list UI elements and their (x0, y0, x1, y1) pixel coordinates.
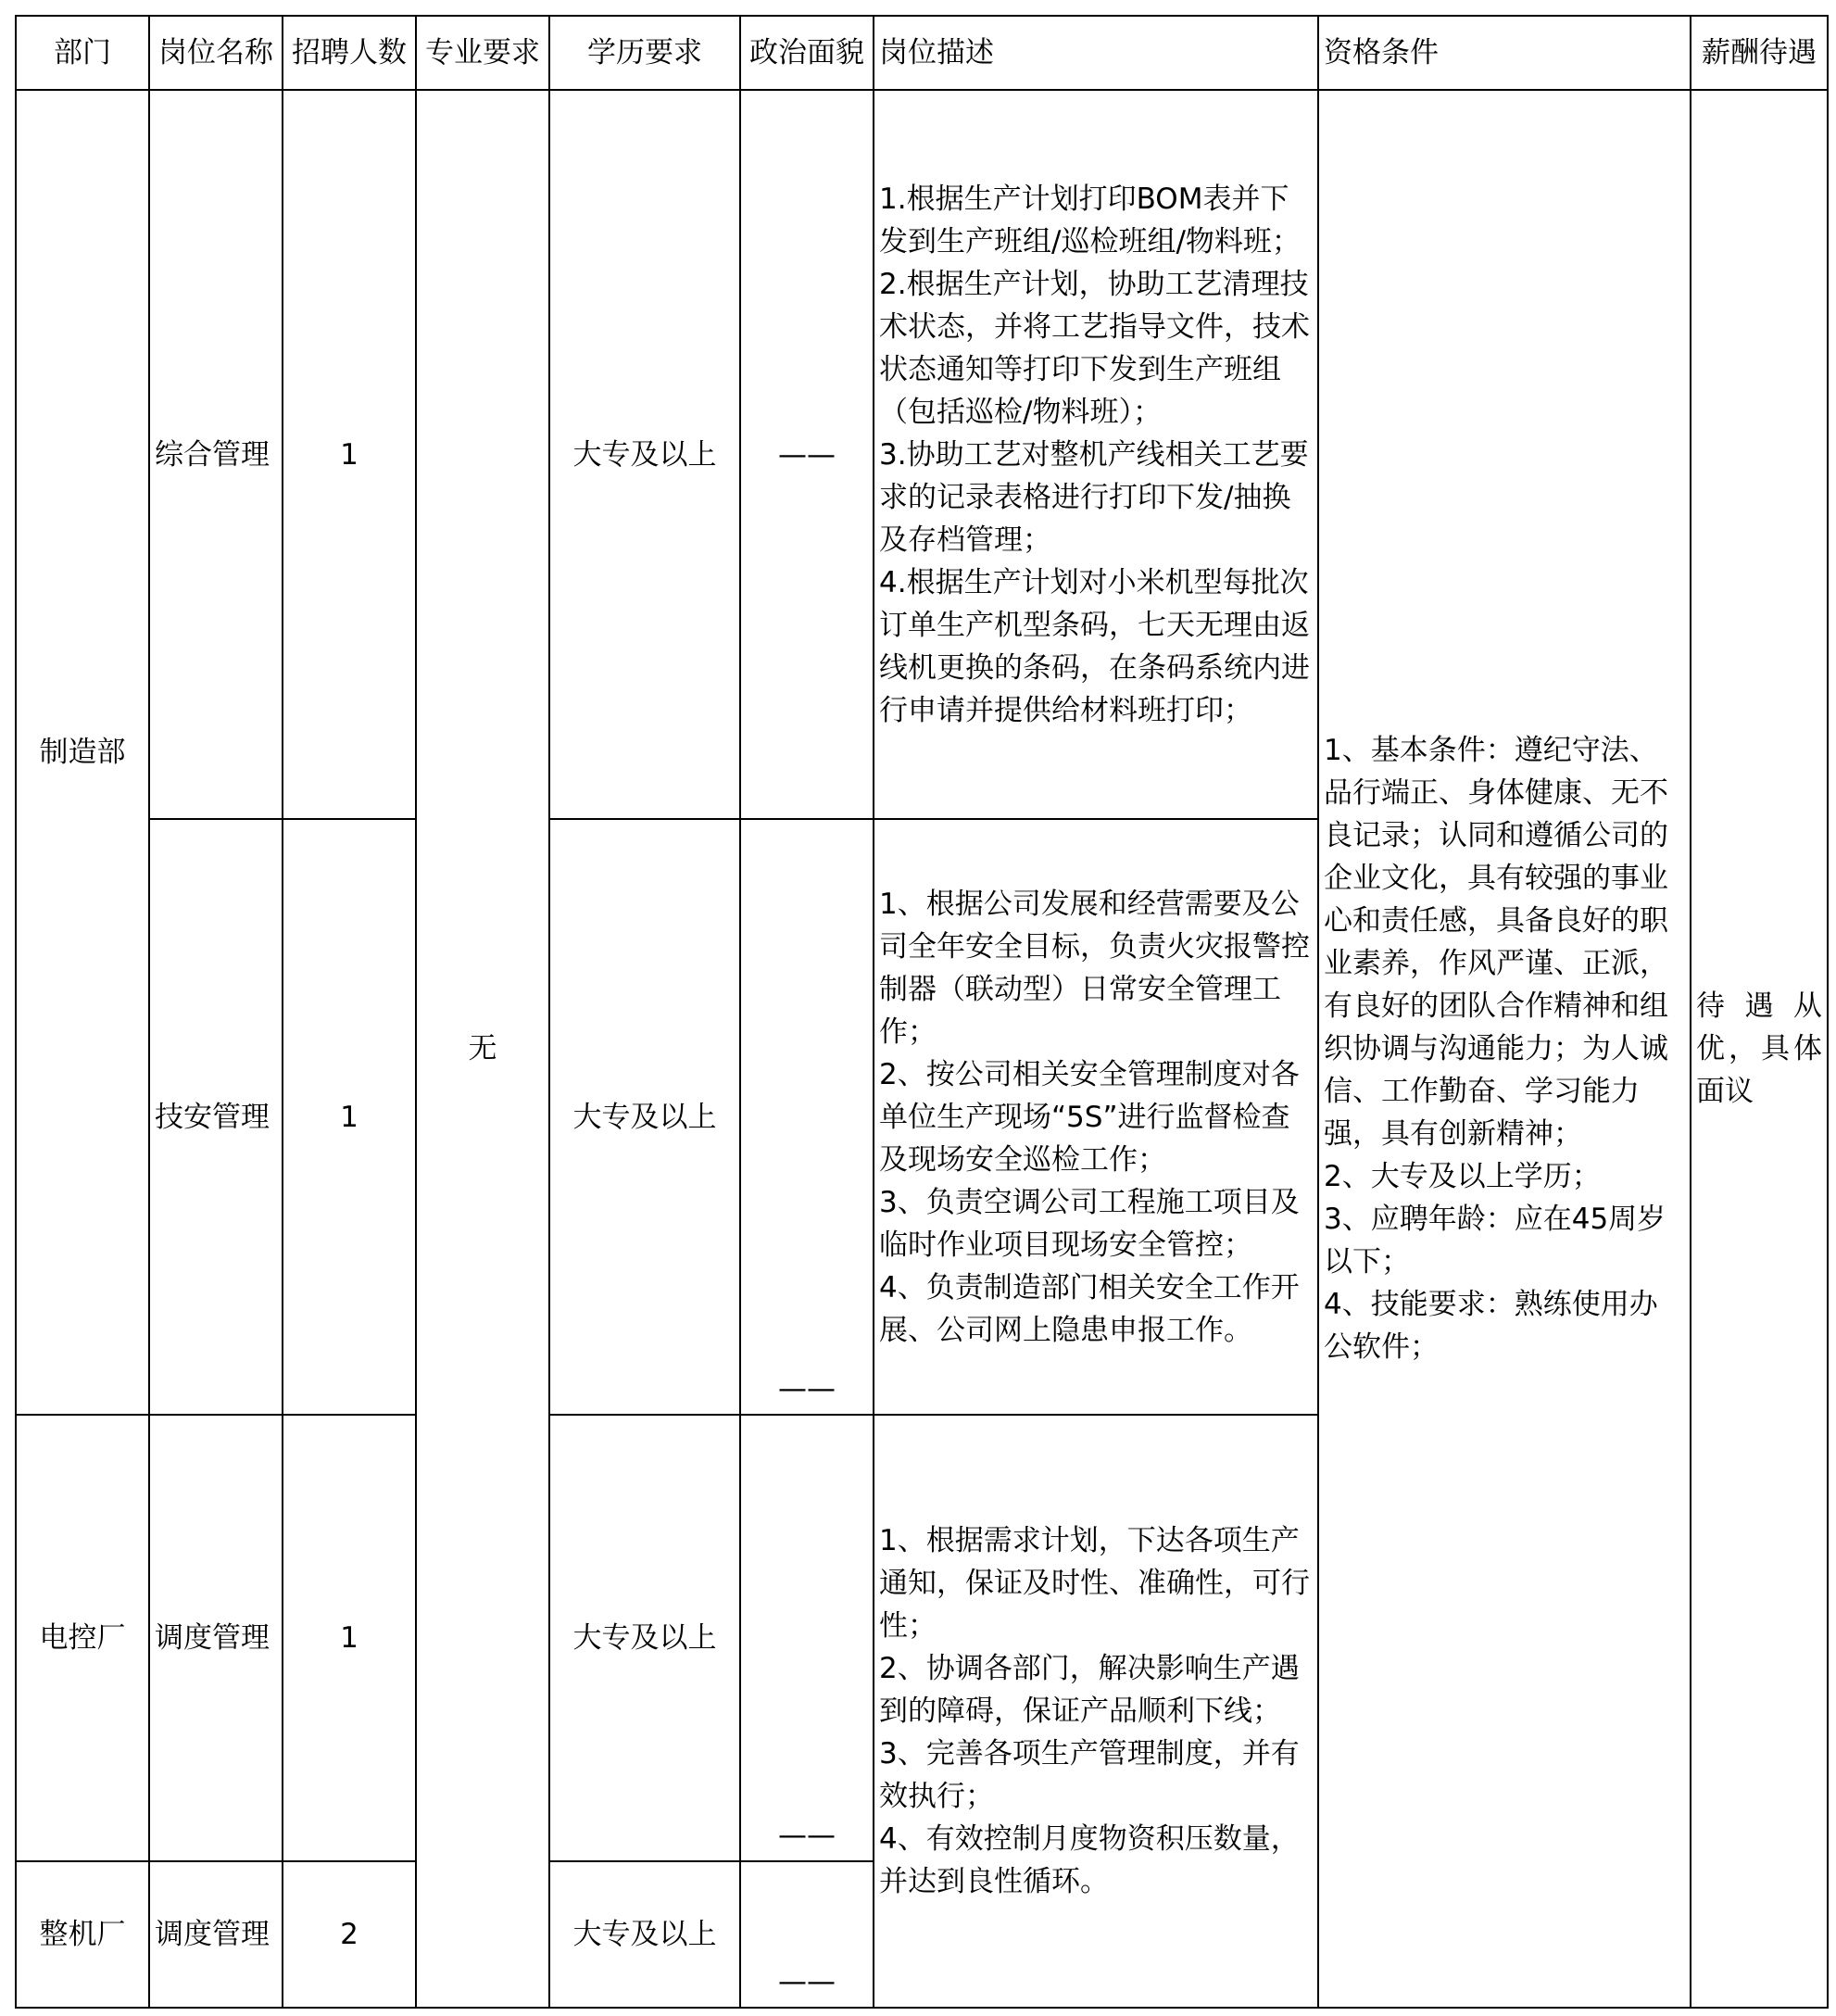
political-cell: —— (740, 1415, 874, 1861)
count-cell: 2 (283, 1861, 416, 2008)
header-major: 专业要求 (416, 16, 549, 90)
position-cell: 技安管理 (149, 819, 283, 1415)
major-cell: 无 (416, 90, 549, 2008)
header-political: 政治面貌 (740, 16, 874, 90)
header-position: 岗位名称 (149, 16, 283, 90)
education-cell: 大专及以上 (549, 90, 740, 819)
position-cell: 综合管理 (149, 90, 283, 819)
description-cell: 1、根据公司发展和经营需要及公司全年安全目标，负责火灾报警控制器（联动型）日常安全管理工作； 2、按公司相关安全管理制度对各单位生产现场“5S”进行监督检查及现场安全巡检工作； 3、负责空调公司工程施工项目及临时作业项目现场安全管控； 4、负责制造部门相关安全工作开展、公司网上隐患申报工作。 (874, 819, 1318, 1415)
header-row (16, 16, 1828, 90)
header-salary: 薪酬待遇 (1691, 16, 1828, 90)
header-description: 岗位描述 (874, 16, 1318, 90)
education-cell: 大专及以上 (549, 1861, 740, 2008)
political-cell: —— (740, 819, 874, 1415)
description-cell: 1、根据需求计划，下达各项生产通知，保证及时性、准确性，可行性； 2、协调各部门，解决影响生产遇到的障碍，保证产品顺利下线； 3、完善各项生产管理制度，并有效执行； 4、有效控制月度物资积压数量，并达到良性循环。 (874, 1415, 1318, 2008)
salary-cell: 待遇从优，具体面议 (1691, 90, 1828, 2008)
description-cell: 1.根据生产计划打印BOM表并下发到生产班组/巡检班组/物料班； 2.根据生产计划，协助工艺清理技术状态，并将工艺指导文件，技术状态通知等打印下发到生产班组（包括巡检/物料班）； 3.协助工艺对整机产线相关工艺要求的记录表格进行打印下发/抽换及存档管理； 4.根据生产计划对小米机型每批次订单生产机型条码，七天无理由返线机更换的条码，在条码系统内进行申请并提供给材料班打印； (874, 90, 1318, 819)
header-department: 部门 (16, 16, 149, 90)
header-count: 招聘人数 (283, 16, 416, 90)
count-cell: 1 (283, 90, 416, 819)
table-row (16, 90, 1828, 819)
qualifications-cell: 1、基本条件：遵纪守法、品行端正、身体健康、无不良记录；认同和遵循公司的企业文化，具有较强的事业心和责任感，具备良好的职业素养，作风严谨、正派，有良好的团队合作精神和组织协调与沟通能力；为人诚信、工作勤奋、学习能力强，具有创新精神； 2、大专及以上学历； 3、应聘年龄：应在45周岁以下； 4、技能要求：熟练使用办公软件； (1318, 90, 1691, 2008)
header-education: 学历要求 (549, 16, 740, 90)
position-cell: 调度管理 (149, 1415, 283, 1861)
political-cell: —— (740, 90, 874, 819)
count-cell: 1 (283, 819, 416, 1415)
department-cell: 电控厂 (16, 1415, 149, 1861)
education-cell: 大专及以上 (549, 819, 740, 1415)
department-cell: 制造部 (16, 90, 149, 1415)
recruitment-table (15, 15, 1829, 2009)
header-qualifications: 资格条件 (1318, 16, 1691, 90)
political-cell: —— (740, 1861, 874, 2008)
education-cell: 大专及以上 (549, 1415, 740, 1861)
count-cell: 1 (283, 1415, 416, 1861)
department-cell: 整机厂 (16, 1861, 149, 2008)
position-cell: 调度管理 (149, 1861, 283, 2008)
